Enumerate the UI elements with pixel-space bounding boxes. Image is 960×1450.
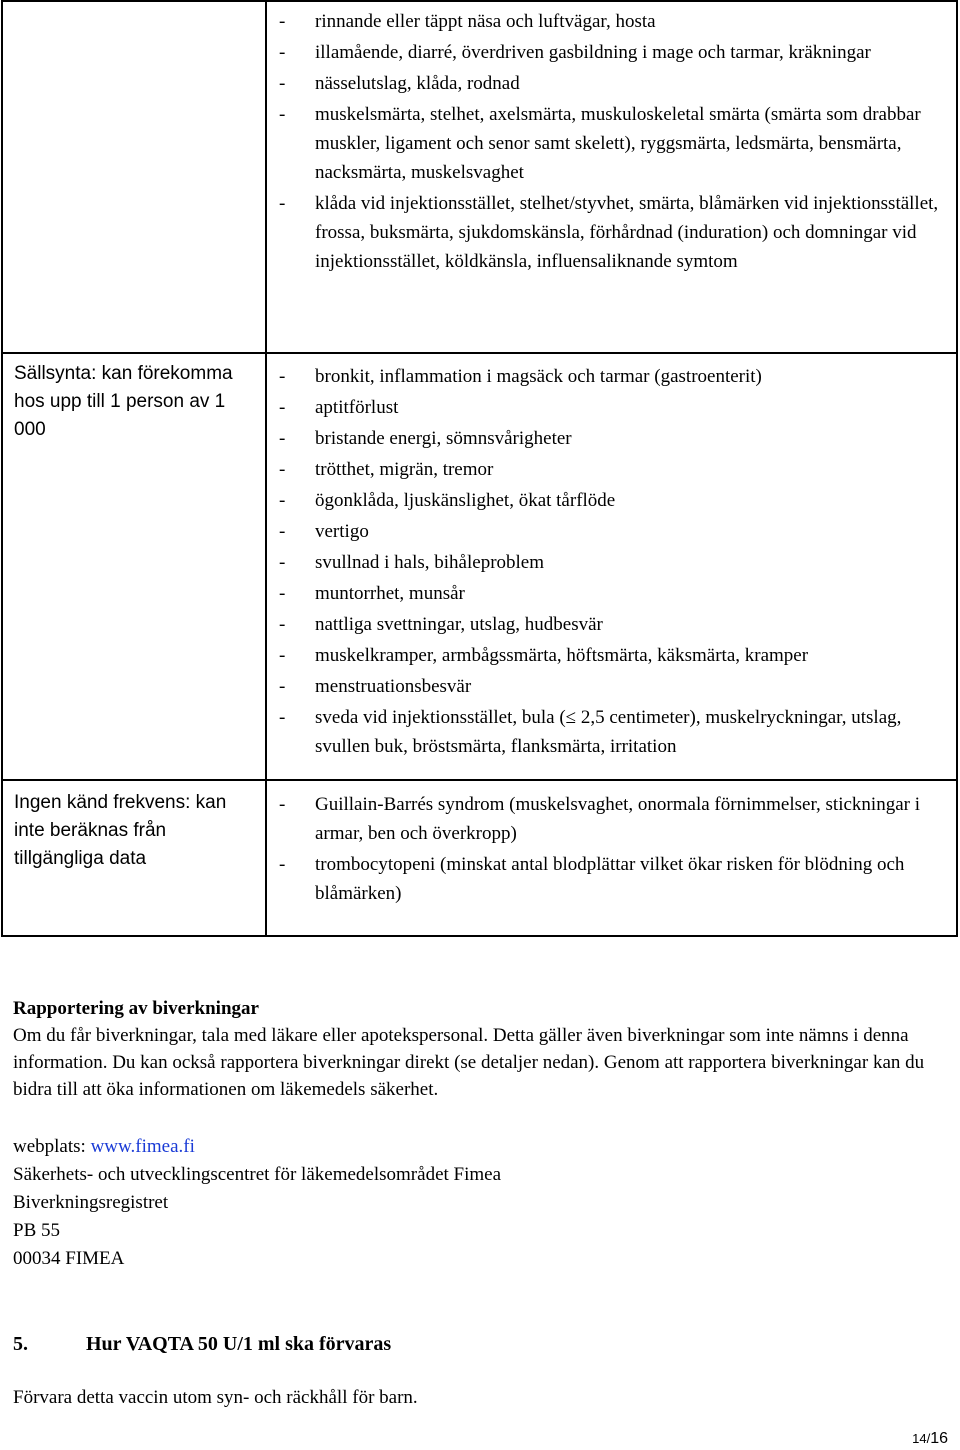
list-item: - bristande energi, sömnsvårigheter — [279, 428, 572, 449]
frequency-label: Ingen känd frekvens: kan inte beräknas från tillgängliga data — [14, 792, 227, 869]
storage-text: Förvara detta vaccin utom syn- och räckhåll för barn. — [13, 1387, 418, 1408]
list-item: - muntorrhet, munsår — [279, 583, 465, 604]
list-item: - vertigo — [279, 521, 369, 542]
list-item: - rinnande eller täppt näsa och luftvägar, hosta — [279, 11, 656, 32]
list-item: - klåda vid injektionsstället, stelhet/styvhet, smärta, blåmärken vid injektionsstället, frossa, buksmärta, sjukdomskänsla, förhårdnad (induration) och domningar vid injektionsstället, köldkänsla, influensaliknande symtom — [279, 193, 939, 272]
contact-block — [13, 1133, 943, 1273]
list-item: - trötthet, migrän, tremor — [279, 459, 494, 480]
list-item: - illamående, diarré, överdriven gasbildning i mage och tarmar, kräkningar — [279, 42, 871, 63]
list-item: - aptitförlust — [279, 397, 399, 418]
page-separator: / — [926, 1431, 931, 1446]
website-link[interactable]: www.fimea.fi — [90, 1136, 195, 1157]
page-total: 16 — [930, 1430, 948, 1447]
effects-list — [267, 362, 956, 761]
side-effects-table — [1, 0, 958, 937]
frequency-label: Sällsynta: kan förekomma hos upp till 1 person av 1 000 — [14, 363, 233, 440]
section-title: Hur VAQTA 50 U/1 ml ska förvaras — [86, 1333, 392, 1355]
effects-list — [267, 790, 956, 908]
effects-list — [267, 7, 956, 276]
effects-cell — [266, 1, 957, 353]
website-line — [13, 1133, 943, 1161]
list-item: - bronkit, inflammation i magsäck och tarmar (gastroenterit) — [279, 366, 762, 387]
reporting-paragraph: Om du får biverkningar, tala med läkare eller apotekspersonal. Detta gäller även biverkningar som inte nämns i denna information. Du kan också rapportera biverkningar direkt (se detaljer nedan). Genom att rapportera biverkningar kan du bidra till att öka informationen om läkemedels säkerhet. — [13, 1025, 925, 1100]
website-label: webplats: — [13, 1136, 91, 1157]
list-item: - svullnad i hals, bihåleproblem — [279, 552, 545, 573]
address-line: 00034 FIMEA — [13, 1248, 125, 1269]
list-item: - muskelkramper, armbågssmärta, höftsmärta, käksmärta, kramper — [279, 645, 809, 666]
frequency-cell — [2, 780, 266, 936]
effects-cell — [266, 780, 957, 936]
frequency-cell — [2, 353, 266, 780]
list-item: - ögonklåda, ljuskänslighet, ökat tårflöde — [279, 490, 616, 511]
list-item: - trombocytopeni (minskat antal blodplättar vilket ökar risken för blödning och blåmärken) — [279, 854, 905, 904]
table-row — [2, 353, 957, 780]
list-item: - menstruationsbesvär — [279, 676, 472, 697]
list-item: - nässelutslag, klåda, rodnad — [279, 73, 520, 94]
list-item: - muskelsmärta, stelhet, axelsmärta, muskuloskeletal smärta (smärta som drabbar muskler, ligament och senor samt skelett), ryggsmärta, ledsmärta, bensmärta, nacksmärta, muskelsvaghet — [279, 104, 921, 183]
effects-cell — [266, 353, 957, 780]
list-item: - Guillain-Barrés syndrom (muskelsvaghet, onormala förnimmelser, stickningar i armar, ben och överkropp) — [279, 794, 920, 844]
section-number: 5. — [13, 1333, 28, 1355]
section-5-heading — [13, 1330, 391, 1358]
reporting-heading: Rapportering av biverkningar — [13, 998, 259, 1019]
table-row — [2, 1, 957, 353]
page-number — [912, 1430, 948, 1448]
reporting-section — [13, 995, 943, 1103]
frequency-cell — [2, 1, 266, 353]
list-item: - nattliga svettningar, utslag, hudbesvär — [279, 614, 603, 635]
address-line: PB 55 — [13, 1220, 60, 1241]
address-line: Biverkningsregistret — [13, 1192, 169, 1213]
address-line: Säkerhets- och utvecklingscentret för läkemedelsområdet Fimea — [13, 1164, 502, 1185]
list-item: - sveda vid injektionsstället, bula (≤ 2,5 centimeter), muskelryckningar, utslag, svullen buk, bröstsmärta, flanksmärta, irritation — [279, 707, 902, 757]
page-current: 14 — [912, 1431, 927, 1446]
table-row — [2, 780, 957, 936]
